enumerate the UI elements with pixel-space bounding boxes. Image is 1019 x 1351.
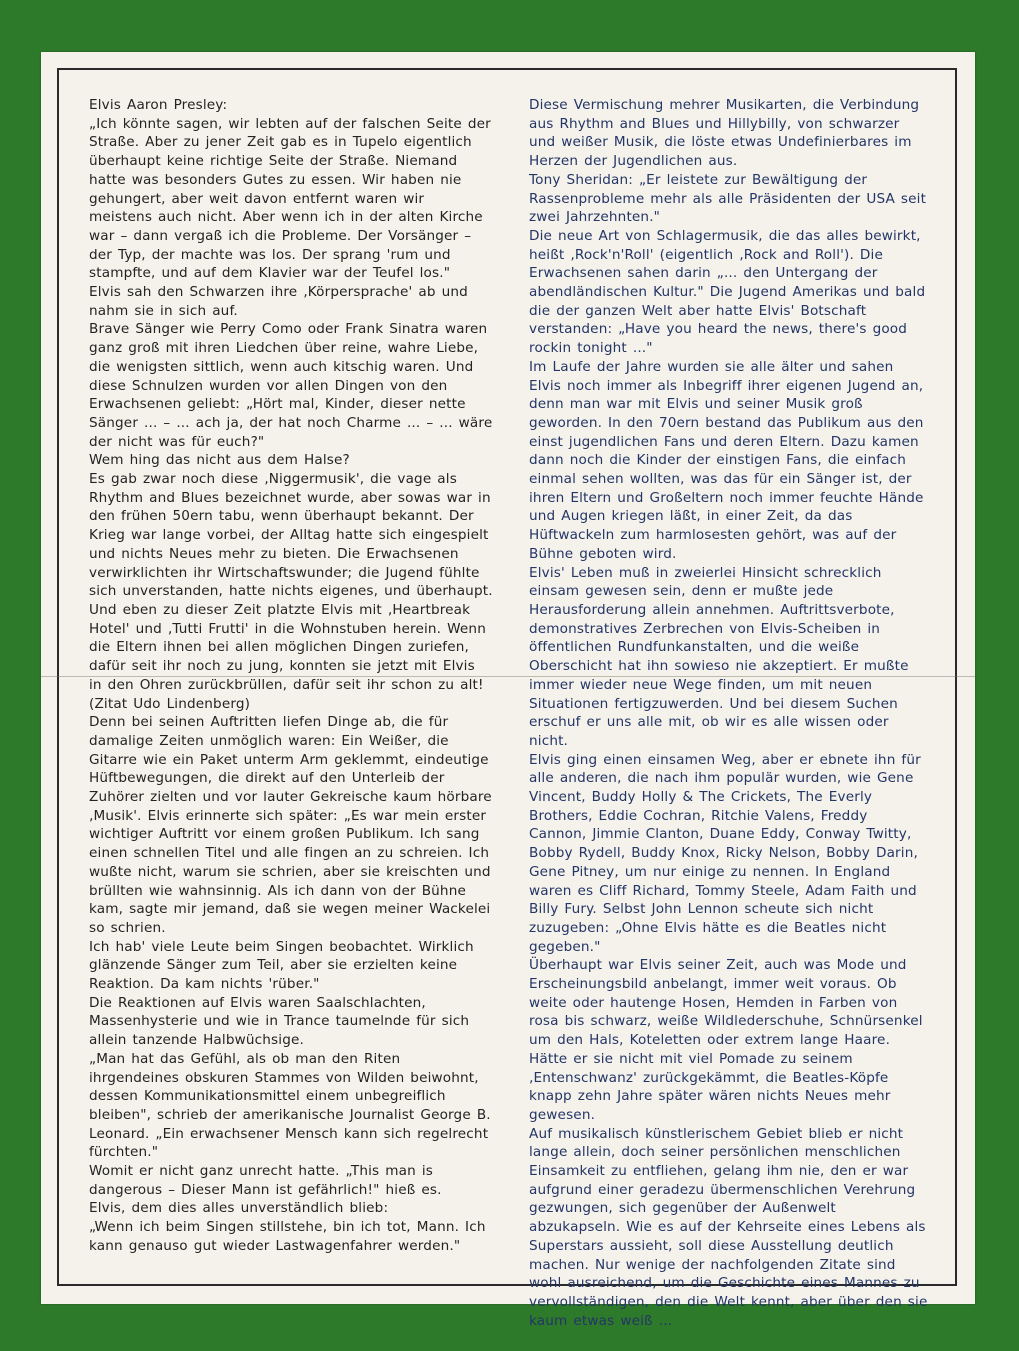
paragraph: Tony Sheridan: „Er leistete zur Bewältigung der Rassenprobleme mehr als alle Präsidenten der USA seit zwei Jahrzehnten." xyxy=(529,171,927,226)
left-text-column xyxy=(89,96,493,1256)
paragraph: „Man hat das Gefühl, als ob man den Riten ihrgendeines obskuren Stammes von Wilden beiwohnt, dessen Kommunikationsmittel einem unbegreiflich bleiben", schrieb der amerikanische Journalist George B. Leonard. „Ein erwachsener Mensch kann sich regelrecht fürchten." xyxy=(89,1050,491,1161)
paragraph: Überhaupt war Elvis seiner Zeit, auch was Mode und Erscheinungsbild anbelangt, immer weit voraus. Ob weite oder hautenge Hosen, Hemden in Farben von rosa bis schwarz, weiße Wildlederschuhe, Schnürsenkel um den Hals, Koteletten oder extrem lange Haare. Hätte er sie nicht mit viel Pomade zu seinem ‚Entenschwanz' zurückgekämmt, die Beatles-Köpfe knapp zehn Jahre später wären nichts Neues mehr gewesen. xyxy=(529,957,923,1123)
paragraph: Elvis Aaron Presley: xyxy=(89,97,228,113)
right-text-column xyxy=(529,96,929,1330)
paragraph: Diese Vermischung mehrer Musikarten, die Verbindung aus Rhythm and Blues und Hillybilly, von schwarzer und weißer Musik, die löste etwas Undefinierbares im Herzen der Jugendlichen aus. xyxy=(529,97,920,170)
paragraph: „Ich könnte sagen, wir lebten auf der falschen Seite der Straße. Aber zu jener Zeit gab es in Tupelo eigentlich überhaupt keine richtige Seite der Straße. Niemand hatte was besonders Gutes zu essen. Wir haben nie gehungert, aber weit davon entfernt waren wir meistens auch nicht. Aber wenn ich in der alten Kirche war – dann vergaß ich die Probleme. Der Vorsänger – der Typ, der machte was los. Der sprang 'rum und stampfte, und auf dem Klavier war der Teufel los." xyxy=(89,115,491,282)
paragraph: Es gab zwar noch diese ‚Niggermusik', die vage als Rhythm and Blues bezeichnet wurde, aber sowas war in den frühen 50ern tabu, wenn überhaupt bekannt. Der Krieg war lange vorbei, der Alltag hatte sich eingespielt und nichts Neues mehr zu bieten. Die Erwachsenen verwirklichten ihr Wirtschaftswunder; die Jugend fühlte sich unverstanden, hatte nichts eigenes, und überhaupt. Und eben zu dieser Zeit platzte Elvis mit ‚Heartbreak Hotel' und ‚Tutti Frutti' in die Wohnstuben herein. Wenn die Eltern ihnen bei allen möglichen Dingen zuriefen, dafür seit ihr noch zu jung, konnten sie jetzt mit Elvis in den Ohren zurückbrüllen, dafür seit ihr schon zu alt! (Zitat Udo Lindenberg) xyxy=(89,471,493,712)
paragraph: Womit er nicht ganz unrecht hatte. „This man is dangerous – Dieser Mann ist gefährlich!" hieß es. xyxy=(89,1163,442,1198)
paragraph: Die neue Art von Schlagermusik, die das alles bewirkt, heißt ‚Rock'n'Roll' (eigentlich ‚Rock and Roll'). Die Erwachsenen sahen darin „... den Untergang der abendländischen Kultur." Die Jugend Amerikas und bald die der ganzen Welt aber hatte Elvis' Botschaft verstanden: „Have you heard the news, there's good rockin tonight ..." xyxy=(529,227,926,357)
paragraph: Ich hab' viele Leute beim Singen beobachtet. Wirklich glänzende Sänger zum Teil, aber sie erzielten keine Reaktion. Da kam nichts 'rüber." xyxy=(89,938,474,993)
paragraph: Auf musikalisch künstlerischem Gebiet blieb er nicht lange allein, doch seiner persönlichen menschlichen Einsamkeit zu entfliehen, gelang ihm nie, den er war aufgrund einer geradezu übermenschlichen Verehrung gezwungen, sich gegenüber der Außenwelt abzukapseln. Wie es auf der Kehrseite eines Lebens als Superstars aussieht, soll diese Ausstellung deutlich machen. Nur wenige der nachfolgenden Zitate sind wohl ausreichend, um die Geschichte eines Mannes zu vervollständigen, den die Welt kennt, aber über den sie kaum etwas weiß ... xyxy=(529,1125,928,1329)
paragraph: Wem hing das nicht aus dem Halse? xyxy=(89,452,350,469)
paragraph: Elvis sah den Schwarzen ihre ‚Körpersprache' ab und nahm sie in sich auf. xyxy=(89,284,468,319)
document-sheet xyxy=(41,52,975,1329)
paragraph: Elvis ging einen einsamen Weg, aber er ebnete ihn für alle anderen, die nach ihm populär wurden, wie Gene Vincent, Buddy Holly & The Crickets, The Everly Brothers, Eddie Cochran, Ritchie Valens, Freddy Cannon, Jimmie Clanton, Duane Eddy, Conway Twitty, Bobby Rydell, Buddy Knox, Ricky Nelson, Bobby Darin, Gene Pitney, um nur einige zu nennen. In England waren es Cliff Richard, Tommy Steele, Adam Faith und Billy Fury. Selbst John Lennon scheute sich nicht zuzugeben: „Ohne Elvis hätte es die Beatles nicht gegeben." xyxy=(529,751,921,955)
paragraph: Im Laufe der Jahre wurden sie alle älter und sahen Elvis noch immer als Inbegriff ihrer eigenen Jugend an, denn man war mit Elvis und seiner Musik groß geworden. In den 70ern bestand das Publikum aus den einst jugendlichen Fans und deren Eltern. Dazu kamen dann noch die Kinder der einstigen Fans, die einfach einmal sehen wollten, was das für ein Sänger ist, der ihren Eltern und Großeltern noch immer feuchte Hände und Augen kriegen läßt, in einer Zeit, da das Hüftwackeln zum harmlosesten gehört, was auf der Bühne geboten wird. xyxy=(529,358,924,562)
paragraph: Elvis' Leben muß in zweierlei Hinsicht schrecklich einsam gewesen sein, denn er mußte jede Herausforderung allein annehmen. Auftrittsverbote, demonstratives Zerbrechen von Elvis-Scheiben in öffentlichen Rundfunkanstalten, und die weiße Oberschicht hat ihn sowieso nie akzeptiert. Er mußte immer wieder neue Wege finden, um mit neuen Situationen fertigzuwerden. Und bei diesem Suchen erschuf er uns alle mit, ob wir es alle wissen oder nicht. xyxy=(529,564,909,749)
paragraph: Elvis, dem dies alles unverständlich blieb: xyxy=(89,1200,389,1217)
paragraph: Die Reaktionen auf Elvis waren Saalschlachten, Massenhysterie und wie in Trance taumelnde für sich allein tanzende Halbwüchsige. xyxy=(89,994,470,1049)
paragraph: Denn bei seinen Auftritten liefen Dinge ab, die für damalige Zeiten unmöglich waren: Ein Weißer, die Gitarre wie ein Paket unterm Arm geklemmt, eindeutige Hüftbewegungen, die direkt auf den Unterleib der Zuhörer zielten und vor lauter Gekreische kaum hörbare ‚Musik'. Elvis erinnerte sich später: „Es war mein erster wichtiger Auftritt vor einem großen Publikum. Ich sang einen schnellen Titel und alle fingen an zu schreien. Ich wußte nicht, warum sie schrien, aber sie kreischten und brüllten wie wahnsinnig. Als ich dann von der Bühne kam, sagte mir jemand, daß sie wegen meiner Wackelei so schrien. xyxy=(89,714,492,936)
paragraph: Brave Sänger wie Perry Como oder Frank Sinatra waren ganz groß mit ihren Liedchen über reine, wahre Liebe, die wenigsten sittlich, wenn auch kitschig waren. Und diese Schnulzen wurden vor allen Dingen von den Erwachsenen geliebt: „Hört mal, Kinder, dieser nette Sänger ... – ... ach ja, der hat noch Charme ... – ... wäre der nicht was für euch?" xyxy=(89,321,493,450)
paragraph: „Wenn ich beim Singen stillstehe, bin ich tot, Mann. Ich kann genauso gut wieder Lastwagenfahrer werden." xyxy=(89,1219,486,1254)
